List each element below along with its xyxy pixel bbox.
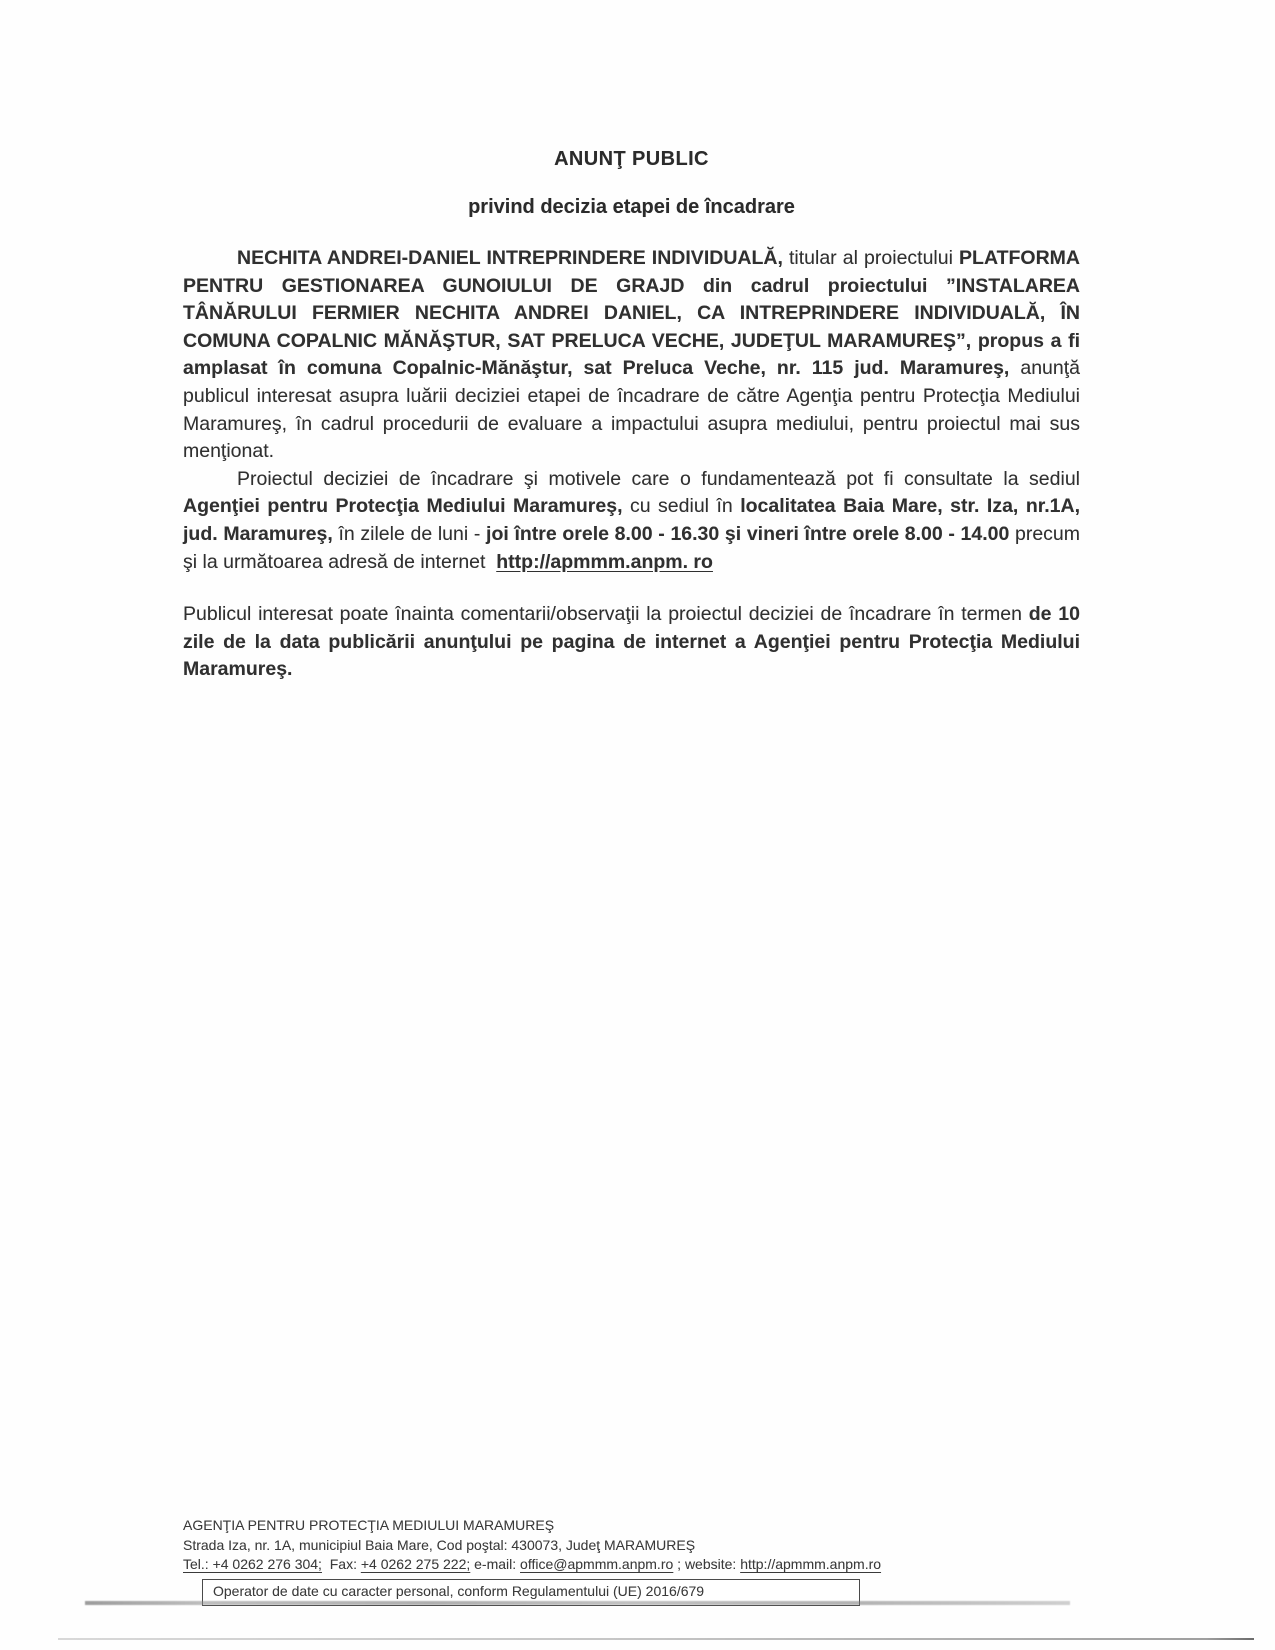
- text-run: Agenţiei pentru Protecţia Mediului Maramureş,: [183, 495, 623, 518]
- text-run: în zilele de luni -: [332, 522, 487, 545]
- text-run: cu sediul în: [622, 495, 741, 518]
- text-run: ; website:: [673, 1556, 741, 1572]
- inline-link[interactable]: http://apmmm.anpm. ro: [496, 550, 713, 573]
- gdpr-notice-text: Operator de date cu caracter personal, conform Regulamentului (UE) 2016/679: [213, 1582, 705, 1599]
- page-edge-line: [58, 1638, 1254, 1640]
- paragraph: [183, 245, 1080, 466]
- footer-address: Strada Iza, nr. 1A, municipiul Baia Mare, Cod poştal: 430073, Judeţ MARAMUREŞ: [183, 1536, 696, 1553]
- text-run: precum şi la următoarea adresă de internet: [183, 522, 1081, 573]
- body-text: [183, 245, 1080, 684]
- text-run: de 10 zile de la data publicării anunţului pe pagina de internet a Agenţiei pentru Protecţia Mediului Maramureş.: [183, 603, 1080, 681]
- text-run: Publicul interesat poate înainta comentarii/observaţii la proiectul deciziei de încadrare în termen: [183, 603, 1029, 626]
- paragraph: [183, 466, 1080, 576]
- footer-contact-line: [183, 1555, 1083, 1575]
- text-run: Tel.: +4 0262 276 304;: [183, 1556, 322, 1572]
- text-run: NECHITA ANDREI-DANIEL INTREPRINDERE INDIVIDUALĂ,: [237, 247, 783, 269]
- inline-link[interactable]: http://apmmm.anpm.ro: [740, 1556, 882, 1572]
- text-run: localitatea Baia Mare, str. Iza, nr.1A, jud. Maramureş,: [183, 495, 1081, 545]
- paragraph: [183, 601, 1080, 684]
- text-run: anunţă publicul interesat asupra luării deciziei etapei de încadrare de către Agenţia pentru Protecţia Mediului Maramureş, în cadrul procedurii de evaluare a impactului asupra mediului, pentru proiectul mai sus menţionat.: [183, 357, 1081, 463]
- page-subtitle: privind decizia etapei de încadrare: [468, 196, 795, 218]
- inline-link[interactable]: office@apmmm.anpm.ro: [520, 1556, 674, 1572]
- footer-agency-name: AGENŢIA PENTRU PROTECŢIA MEDIULUI MARAMUREŞ: [183, 1517, 555, 1533]
- text-run: +4 0262 275 222;: [360, 1556, 471, 1572]
- text-run: Proiectul deciziei de încadrare şi motivele care o fundamentează pot fi consultate la sediul: [237, 467, 1080, 490]
- announcement-body: [183, 148, 1080, 684]
- text-run: Fax:: [321, 1556, 361, 1572]
- scan-smudge-line: [85, 1601, 1070, 1605]
- text-run: joi între orele 8.00 - 16.30 şi vineri între orele 8.00 - 14.00: [486, 522, 1010, 545]
- text-run: e-mail:: [470, 1556, 521, 1572]
- page-title: ANUNŢ PUBLIC: [554, 148, 709, 170]
- text-run: titular al proiectului: [782, 247, 960, 269]
- text-run: PLATFORMA PENTRU GESTIONAREA GUNOIULUI DE GRAJD din cadrul proiectului ”INSTALAREA TÂNĂRULUI FERMIER NECHITA ANDREI DANIEL, CA INTREPRINDERE INDIVIDUALĂ, ÎN COMUNA COPALNIC MĂNĂŞTUR, SAT PRELUCA VECHE, JUDEŢUL MARAMUREŞ”, propus a fi amplasat în comuna Copalnic-Mănăştur, sat Preluca Veche, nr. 115 jud. Maramureş,: [183, 247, 1080, 380]
- footer: [183, 1516, 1083, 1606]
